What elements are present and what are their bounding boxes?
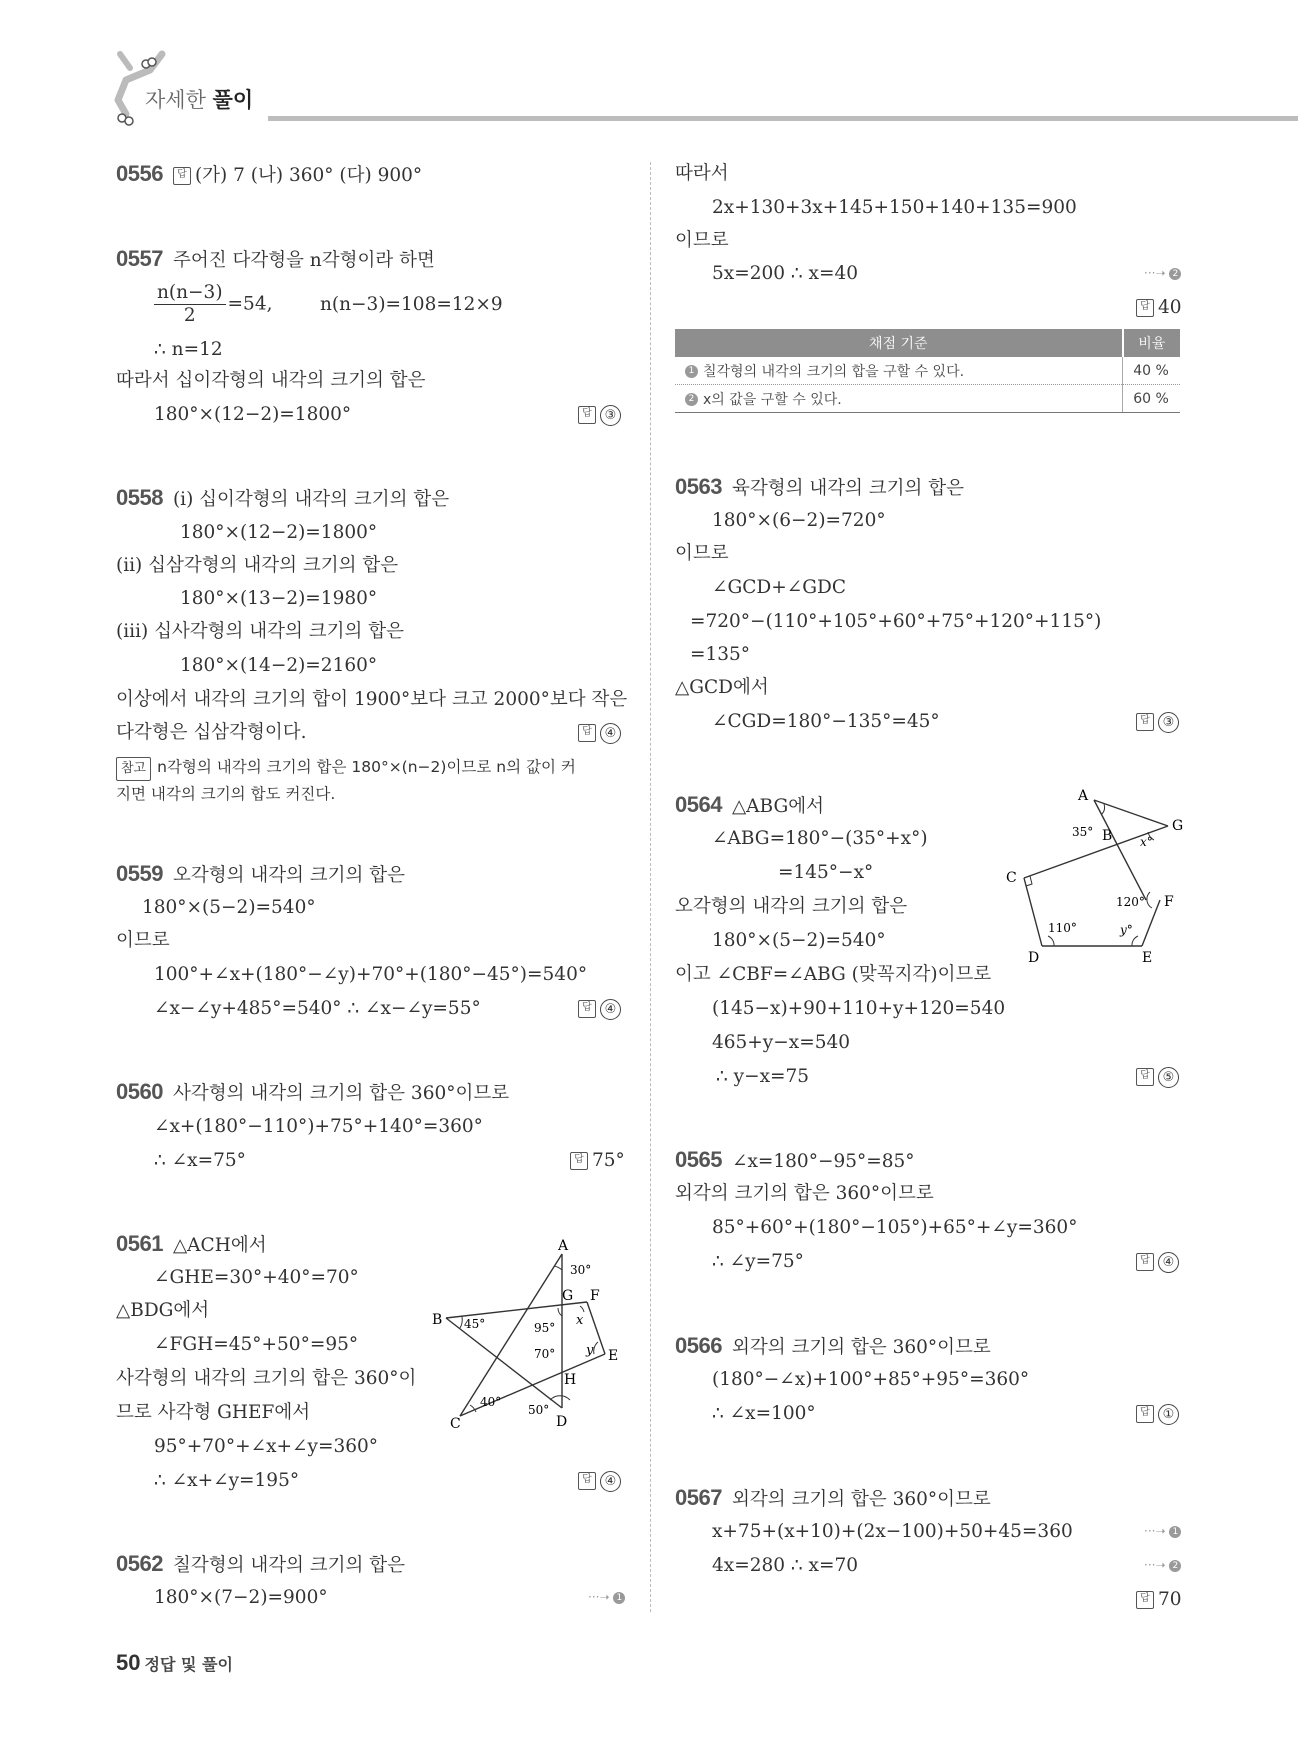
equation: 180°×(6−2)=720° bbox=[712, 510, 886, 531]
answer-icon: 답 bbox=[578, 1000, 596, 1018]
answer-icon: 답 bbox=[1136, 1405, 1154, 1423]
equation: ∠ABG=180°−(35°+x°) bbox=[712, 828, 928, 849]
equation: 465+y−x=540 bbox=[712, 1032, 851, 1053]
equation: 180°×(13−2)=1980° bbox=[180, 588, 378, 609]
answer: 답 40 bbox=[1136, 296, 1182, 320]
angle-x: x bbox=[576, 1313, 584, 1328]
angle-y: y bbox=[586, 1343, 594, 1358]
answer-icon: 답 bbox=[1136, 713, 1154, 731]
angle-70: 70° bbox=[534, 1347, 556, 1361]
equation: 100°+∠x+(180°−∠y)+70°+(180°−45°)=540° bbox=[154, 964, 588, 985]
line: 외각의 크기의 합은 360°이므로 bbox=[675, 1183, 934, 1204]
equation: 95°+70°+∠x+∠y=360° bbox=[154, 1436, 379, 1457]
equation: 5x=200 ∴ x=40 bbox=[712, 263, 859, 284]
line: (ⅱ) 십삼각형의 내각의 크기의 합은 bbox=[116, 555, 399, 576]
label-B: B bbox=[432, 1312, 443, 1328]
step-marker: ···➝ 2 bbox=[1144, 266, 1181, 280]
problem-number: 0565 bbox=[675, 1147, 722, 1172]
equation: (180°−∠x)+100°+85°+95°=360° bbox=[712, 1369, 1030, 1390]
answer: 답 ④ bbox=[578, 721, 621, 745]
problem-number: 0563 bbox=[675, 474, 722, 499]
problem-0561: 0561 △ACH에서 bbox=[116, 1231, 267, 1256]
problem-number: 0561 bbox=[116, 1231, 163, 1256]
equation: $\frac{n(n-3)}{2}$ =54, bbox=[154, 282, 272, 327]
problem-number: 0567 bbox=[675, 1485, 722, 1510]
equation: ∠CGD=180°−135°=45° bbox=[712, 711, 940, 732]
equation: ∴ ∠x=100° bbox=[712, 1403, 816, 1424]
table-row bbox=[675, 385, 1180, 413]
segment-BF bbox=[446, 1302, 587, 1318]
label-G: G bbox=[1172, 818, 1184, 834]
equation: 180°×(5−2)=540° bbox=[142, 897, 316, 918]
angle-110: 110° bbox=[1048, 921, 1077, 935]
table-header-row bbox=[675, 329, 1180, 357]
answer: 답 ① bbox=[1136, 1402, 1179, 1426]
line: 사각형의 내각의 크기의 합은 360°이 bbox=[116, 1368, 417, 1389]
equation: ∴ ∠x=75° bbox=[154, 1150, 246, 1171]
equation: 180°×(5−2)=540° bbox=[712, 930, 886, 951]
equation: ∠x−∠y+485°=540° ∴ ∠x−∠y=55° bbox=[154, 998, 481, 1019]
problem-0558: 0558 (ⅰ) 십이각형의 내각의 크기의 합은 bbox=[116, 485, 450, 510]
equation: ∴ ∠x+∠y=195° bbox=[154, 1470, 300, 1491]
equation: ∠x+(180°−110°)+75°+140°=360° bbox=[154, 1116, 483, 1137]
answer: 답 ③ bbox=[578, 403, 621, 427]
angle-95: 95° bbox=[534, 1321, 556, 1335]
problem-0557 bbox=[116, 247, 435, 273]
label-C: C bbox=[1006, 870, 1017, 886]
problem-0566: 0566 외각의 크기의 합은 360°이므로 bbox=[675, 1333, 991, 1358]
equation: x+75+(x+10)+(2x−100)+50+45=360 bbox=[712, 1521, 1073, 1542]
problem-0567: 0567 외각의 크기의 합은 360°이므로 bbox=[675, 1485, 991, 1510]
line: 이므로 bbox=[675, 230, 729, 251]
equation: ∴ y−x=75 bbox=[716, 1066, 810, 1087]
angle-50: 50° bbox=[528, 1403, 550, 1417]
problem-0564: 0564 △ABG에서 bbox=[675, 792, 824, 817]
step-marker: ···➝ 1 bbox=[588, 1590, 625, 1604]
table-cell: 2 x의 값을 구할 수 있다. bbox=[675, 385, 1123, 413]
line: 이므로 bbox=[116, 930, 170, 951]
problem-0563: 0563 육각형의 내각의 크기의 합은 bbox=[675, 474, 965, 499]
note-tag: 참고 bbox=[116, 757, 151, 781]
equation: ∴ n=12 bbox=[154, 339, 223, 360]
equation: 4x=280 ∴ x=70 bbox=[712, 1555, 859, 1576]
header-title: 자세한 풀이 bbox=[145, 88, 254, 112]
answer: 답 70 bbox=[1136, 1588, 1182, 1612]
label-D: D bbox=[556, 1414, 568, 1430]
angle-35: 35° bbox=[1072, 825, 1094, 839]
answer: 답 75° bbox=[570, 1149, 625, 1173]
problem-0559: 0559 오각형의 내각의 크기의 합은 bbox=[116, 861, 406, 886]
label-C: C bbox=[450, 1416, 461, 1430]
angle-30: 30° bbox=[570, 1263, 592, 1277]
line: 오각형의 내각의 크기의 합은 bbox=[675, 896, 908, 917]
line: 따라서 bbox=[675, 163, 729, 184]
note-continued: 지면 내각의 크기의 합도 커진다. bbox=[116, 785, 336, 803]
table-header: 비율 bbox=[1123, 329, 1181, 357]
equation: =720°−(110°+105°+60°+75°+120°+115°) bbox=[690, 611, 1102, 632]
equation: 2x+130+3x+145+150+140+135=900 bbox=[712, 197, 1077, 218]
header-rule bbox=[268, 116, 1298, 121]
problem-number: 0566 bbox=[675, 1333, 722, 1358]
table-header: 채점 기준 bbox=[675, 329, 1123, 357]
angle-40: 40° bbox=[480, 1395, 502, 1409]
grading-rubric-table bbox=[675, 329, 1180, 413]
column-divider bbox=[650, 162, 651, 1612]
answer-icon: 답 bbox=[1136, 299, 1154, 317]
answer-icon: 답 bbox=[1136, 1253, 1154, 1271]
step-marker: ···➝ 2 bbox=[1144, 1558, 1181, 1572]
note: 참고 n각형의 내각의 크기의 합은 180°×(n−2)이므로 n의 값이 커 bbox=[116, 756, 576, 781]
figure-0564-pentagon bbox=[1000, 788, 1190, 963]
angle-120: 120° bbox=[1116, 895, 1145, 909]
line: 이므로 bbox=[675, 543, 729, 564]
label-D: D bbox=[1028, 950, 1040, 963]
line: 이상에서 내각의 크기의 합이 1900°보다 크고 2000°보다 작은 bbox=[116, 689, 628, 710]
equation: ∴ ∠y=75° bbox=[712, 1251, 804, 1272]
table-row bbox=[675, 357, 1180, 385]
answer-icon: 답 bbox=[173, 167, 191, 185]
equation: n(n−3)=108=12×9 bbox=[320, 294, 503, 315]
label-H: H bbox=[564, 1372, 577, 1388]
angle-y: y° bbox=[1120, 923, 1133, 937]
answer-icon: 답 bbox=[578, 1472, 596, 1490]
answer-icon: 답 bbox=[578, 724, 596, 742]
table-cell: 1 칠각형의 내각의 크기의 합을 구할 수 있다. bbox=[675, 357, 1123, 385]
line: 므로 사각형 GHEF에서 bbox=[116, 1402, 311, 1423]
label-E: E bbox=[608, 1348, 619, 1364]
equation: (145−x)+90+110+y+120=540 bbox=[712, 998, 1006, 1019]
problem-number: 0557 bbox=[116, 246, 163, 271]
table-cell: 60 % bbox=[1123, 385, 1181, 413]
equation: 85°+60°+(180°−105°)+65°+∠y=360° bbox=[712, 1217, 1078, 1238]
answer: 답 ③ bbox=[1136, 710, 1179, 734]
segment-CD bbox=[1024, 878, 1042, 946]
equation: 180°×(14−2)=2160° bbox=[180, 655, 378, 676]
label-F: F bbox=[1164, 894, 1174, 910]
label-F: F bbox=[590, 1288, 600, 1304]
fraction: $\frac{n(n-3)}{2}$ bbox=[154, 282, 226, 327]
answer: 답 ④ bbox=[578, 997, 621, 1021]
label-G: G bbox=[562, 1288, 574, 1304]
angle-45: 45° bbox=[464, 1317, 486, 1331]
equation: 180°×(7−2)=900° bbox=[154, 1587, 328, 1608]
line: 다각형은 십삼각형이다. bbox=[116, 722, 307, 743]
problem-number: 0556 bbox=[116, 161, 163, 186]
equation: =145°−x° bbox=[778, 862, 874, 883]
problem-number: 0560 bbox=[116, 1079, 163, 1104]
equation: =135° bbox=[690, 644, 751, 665]
equation: ∠GCD+∠GDC bbox=[712, 577, 847, 598]
table-cell: 40 % bbox=[1123, 357, 1181, 385]
equation: 180°×(12−2)=1800° bbox=[154, 404, 352, 425]
answer-text: (가) 7 (나) 360° (다) 900° bbox=[194, 165, 423, 186]
equation: ∠GHE=30°+40°=70° bbox=[154, 1267, 359, 1288]
answer: 답 ④ bbox=[1136, 1250, 1179, 1274]
line: (ⅲ) 십사각형의 내각의 크기의 합은 bbox=[116, 621, 405, 642]
line: △BDG에서 bbox=[116, 1300, 210, 1321]
answer-icon: 답 bbox=[570, 1152, 588, 1170]
label-A: A bbox=[558, 1238, 569, 1254]
problem-number: 0562 bbox=[116, 1551, 163, 1576]
segment-AC bbox=[460, 1254, 562, 1416]
step-marker: ···➝ 1 bbox=[1144, 1524, 1181, 1538]
problem-number: 0558 bbox=[116, 485, 163, 510]
problem-number: 0559 bbox=[116, 861, 163, 886]
problem-0562: 0562 칠각형의 내각의 크기의 합은 bbox=[116, 1551, 406, 1576]
page-footer bbox=[116, 1650, 233, 1676]
angle-x: x° bbox=[1140, 835, 1153, 849]
line: △GCD에서 bbox=[675, 677, 769, 698]
equation: 180°×(12−2)=1800° bbox=[180, 522, 378, 543]
answer: 답 ⑤ bbox=[1136, 1065, 1179, 1089]
label-E: E bbox=[1142, 950, 1153, 963]
problem-number: 0564 bbox=[675, 792, 722, 817]
problem-0560: 0560 사각형의 내각의 크기의 합은 360°이므로 bbox=[116, 1079, 510, 1104]
equation: ∠FGH=45°+50°=95° bbox=[154, 1334, 359, 1355]
page-number: 50 bbox=[116, 1650, 141, 1675]
line: 이고 ∠CBF=∠ABG (맞꼭지각)이므로 bbox=[675, 964, 992, 985]
label-B: B bbox=[1102, 828, 1113, 844]
figure-0561-star bbox=[430, 1230, 630, 1430]
answer-icon: 답 bbox=[1136, 1068, 1154, 1086]
footer-label: 정답 및 풀이 bbox=[144, 1655, 233, 1674]
segment-GC bbox=[1024, 826, 1168, 878]
answer: 답 ④ bbox=[578, 1469, 621, 1493]
answer-icon: 답 bbox=[578, 406, 596, 424]
label-A: A bbox=[1078, 788, 1089, 804]
line: 주어진 다각형을 n각형이라 하면 bbox=[172, 250, 435, 271]
line: 따라서 십이각형의 내각의 크기의 합은 bbox=[116, 370, 426, 391]
problem-0556 bbox=[116, 162, 422, 188]
answer-icon: 답 bbox=[1136, 1591, 1154, 1609]
problem-0565: 0565 ∠x=180°−95°=85° bbox=[675, 1147, 915, 1172]
